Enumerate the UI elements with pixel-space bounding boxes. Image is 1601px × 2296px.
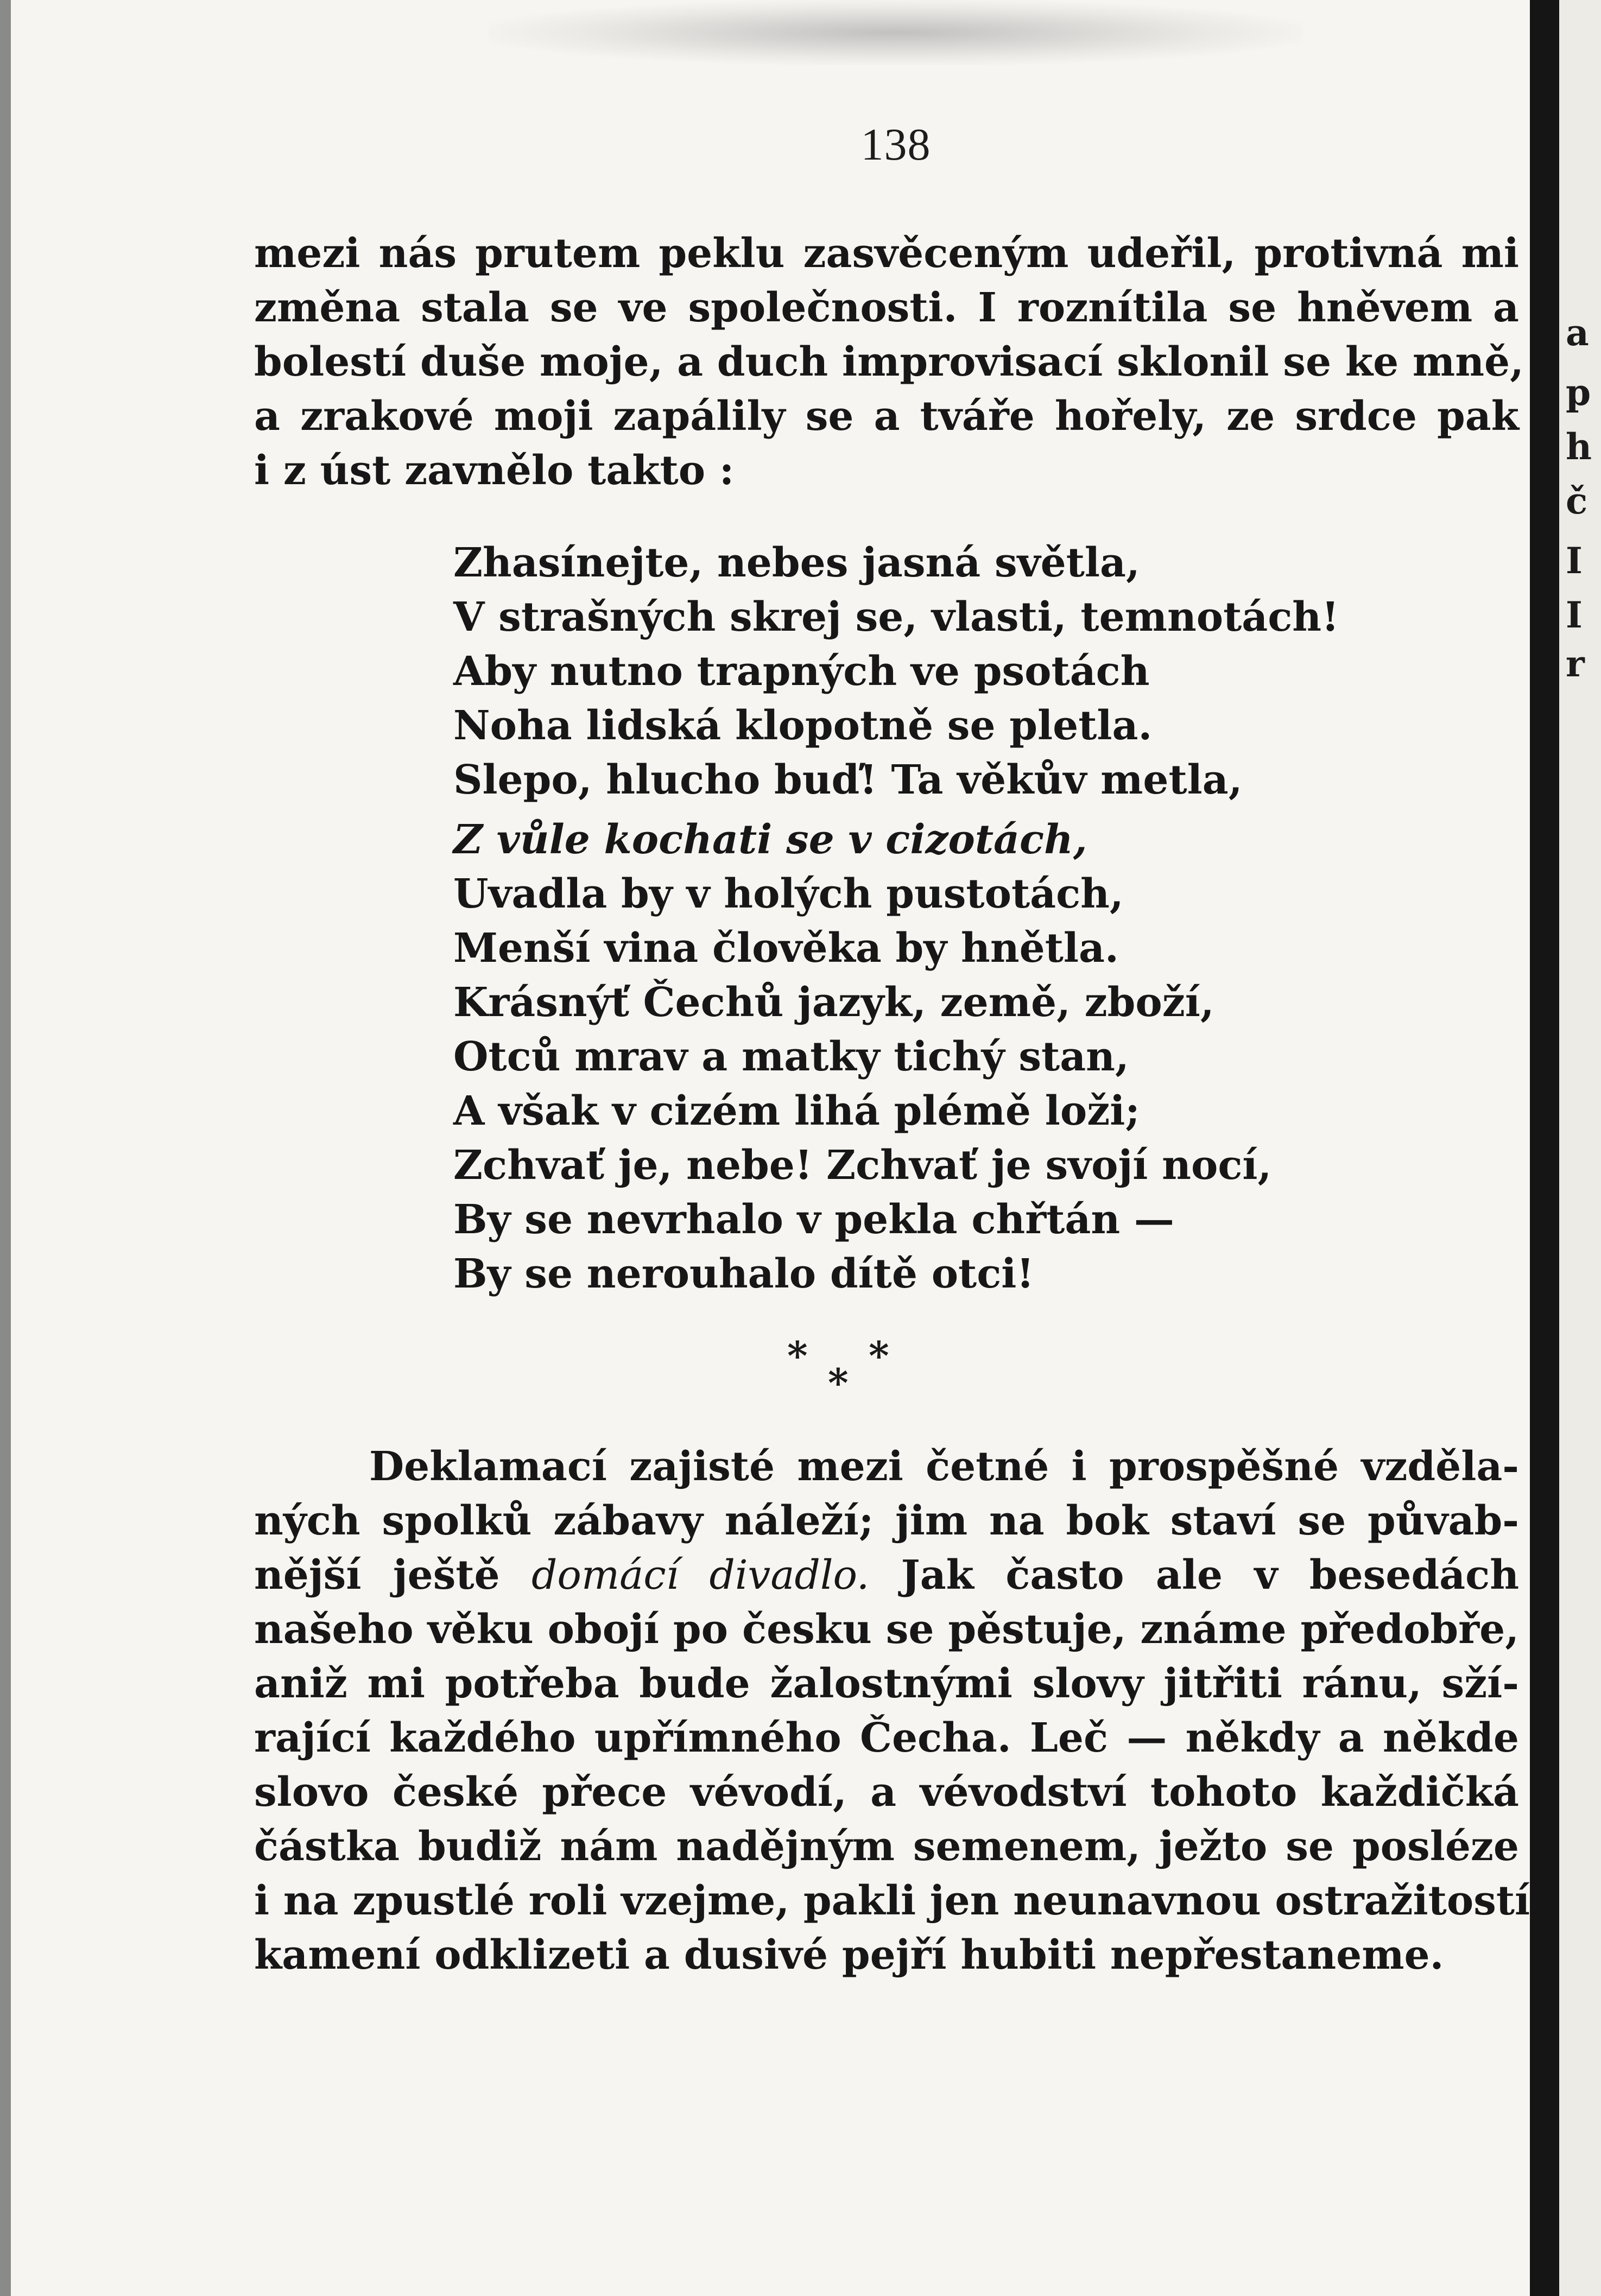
prose-segment: nější ještě <box>254 1552 532 1599</box>
prose-line: a zrakové moji zapálily se a tváře hořely, ze srdce pak <box>254 393 1519 440</box>
prose-line <box>254 1660 1519 1707</box>
poem-line: Otců mrav a matky tichý stan, <box>453 1033 1129 1080</box>
prose-line <box>254 1715 1519 1761</box>
prose-line <box>254 1552 1519 1599</box>
prose-line <box>254 1878 1530 1924</box>
prose-segment: částka budiž nám nadějným semenem, ježto se posléze <box>254 1823 1519 1870</box>
prose-segment: našeho věku obojí po česku se pěstuje, známe předobře, <box>254 1606 1519 1653</box>
prose-italic-term: domácí divadlo. <box>531 1552 870 1599</box>
scan-smudge <box>489 0 1303 65</box>
next-page-fragment: I <box>1566 540 1583 582</box>
prose-line <box>254 1932 1519 1978</box>
poem-line: Zchvať je, nebe! Zchvať je svojí nocí, <box>453 1142 1272 1189</box>
poem-line: By se nerouhalo dítě otci! <box>453 1251 1034 1297</box>
poem-line-italic: Z vůle kochati se v cizotách, <box>453 816 1087 863</box>
poem-line: Slepo, hlucho buď! Ta věkův metla, <box>453 757 1243 803</box>
prose-segment: rající každého upřímného Čecha. Leč — někdy a někde <box>254 1715 1519 1761</box>
next-page-fragment: r <box>1566 643 1585 685</box>
poem-line: Aby nutno trapných ve psotách <box>453 648 1150 695</box>
poem-line: A však v cizém lihá plémě loži; <box>453 1088 1140 1134</box>
poem-line: Krásnýť Čechů jazyk, země, zboží, <box>453 979 1214 1026</box>
poem-line: By se nevrhalo v pekla chřtán — <box>453 1196 1174 1243</box>
next-page-fragment: č <box>1566 480 1588 522</box>
separator-star: * <box>787 1333 808 1379</box>
prose-line: i z úst zavnělo takto : <box>254 447 735 494</box>
prose-segment: aniž mi potřeba bude žalostnými slovy jitřiti ránu, sží- <box>254 1660 1519 1707</box>
separator-star: * <box>828 1360 849 1406</box>
prose-segment: Jak často ale v besedách <box>869 1552 1519 1599</box>
next-page-fragment: p <box>1566 371 1591 414</box>
poem-line: Menší vina člověka by hnětla. <box>453 925 1119 972</box>
next-page-fragment: h <box>1566 426 1592 468</box>
prose-line: bolestí duše moje, a duch improvisací sklonil se ke mně, <box>254 339 1524 385</box>
poem-line: Uvadla by v holých pustotách, <box>453 871 1124 917</box>
next-page-sliver <box>1559 0 1601 2296</box>
prose-segment: kamení odklizeti a dusivé pejří hubiti nepřestaneme. <box>254 1932 1444 1978</box>
prose-segment: ných spolků zábavy náleží; jim na bok staví se půvab- <box>254 1498 1519 1544</box>
poem-line: V strašných skrej se, vlasti, temnotách! <box>453 594 1339 640</box>
prose-segment: slovo české přece vévodí, a vévodství tohoto každičká <box>254 1769 1519 1816</box>
prose-line: změna stala se ve společnosti. I roznítila se hněvem a <box>254 284 1519 331</box>
prose-segment: i na zpustlé roli vzejme, pakli jen neunavnou ostražitostí <box>254 1878 1530 1924</box>
prose-line <box>254 1769 1519 1816</box>
prose-line <box>254 1606 1519 1653</box>
prose-line <box>369 1443 1519 1490</box>
next-page-fragment: I <box>1566 594 1583 636</box>
prose-line: mezi nás prutem peklu zasvěceným udeřil, protivná mi <box>254 230 1519 277</box>
prose-line <box>254 1823 1519 1870</box>
poem-line: Zhasínejte, nebes jasná světla, <box>453 540 1140 586</box>
prose-line <box>254 1498 1519 1544</box>
separator-star: * <box>869 1333 889 1379</box>
poem-line: Noha lidská klopotně se pletla. <box>453 702 1153 749</box>
prose-segment: Deklamací zajisté mezi četné i prospěšné vzděla- <box>369 1443 1519 1490</box>
book-page <box>11 0 1542 2296</box>
next-page-fragment: a <box>1566 312 1589 354</box>
page-number: 138 <box>860 119 931 170</box>
